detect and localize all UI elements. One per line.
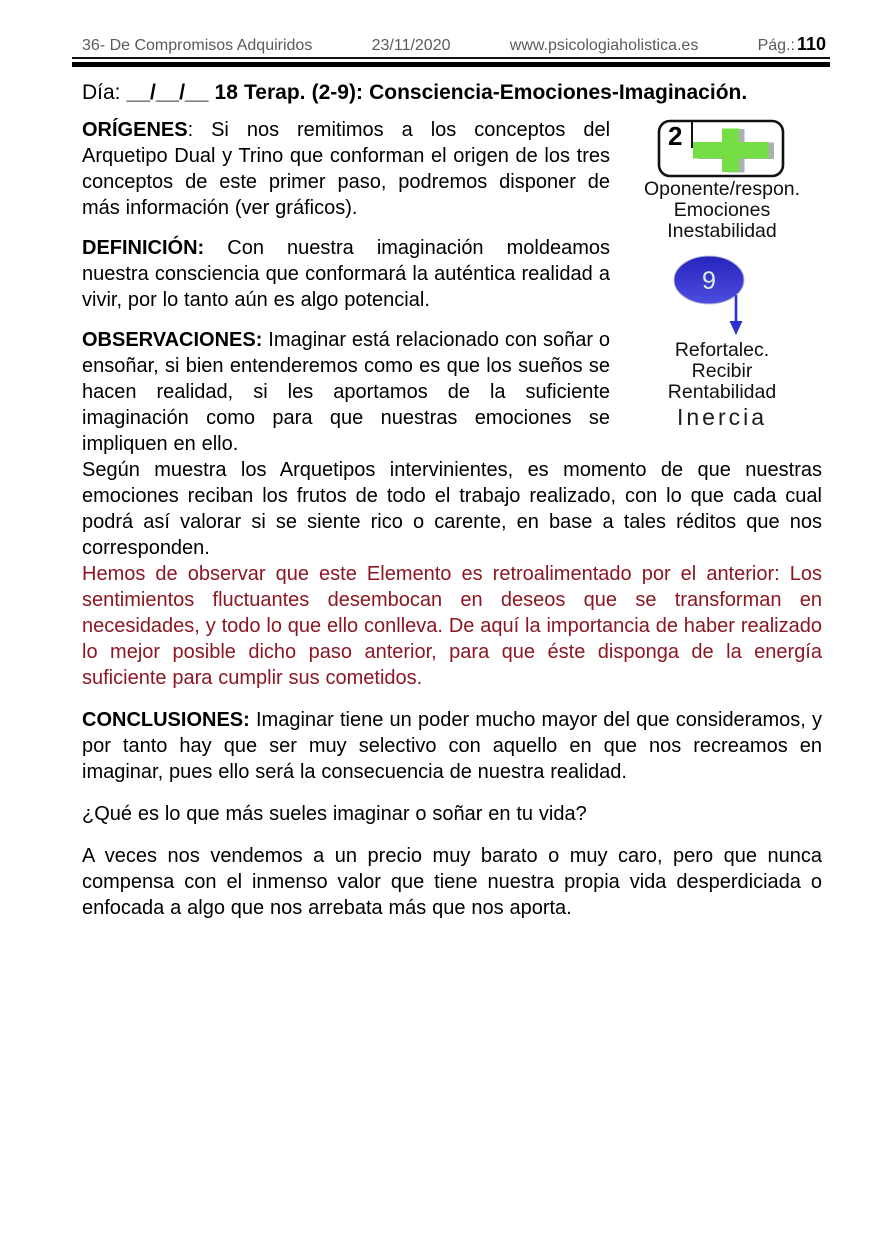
section-definicion-text: Con nuestra imaginación moldeamos nuestra consciencia que conformará la auténtica realidad a vivir, por lo tanto aún es algo potencial. xyxy=(82,237,611,311)
highlighted-note: Hemos de observar que este Elemento es retroalimentado por el anterior: Los sentimientos fluctuantes desembocan en deseos que se transforman en necesidades, y todo lo que ello conlleva. De aquí la importancia de haber realizado lo mejor posible dicho paso anterior, para que éste disponga de la energía suficiente para cumplir sus cometidos. xyxy=(82,563,822,689)
figure1-label: Oponente/respon. xyxy=(643,178,801,200)
header-page xyxy=(758,34,826,55)
figure2-number: 9 xyxy=(702,267,716,295)
day-title xyxy=(82,79,822,107)
header-page-number: 110 xyxy=(796,34,826,54)
figure2-label: Rentabilidad xyxy=(667,381,777,403)
section-conclusiones xyxy=(82,707,822,785)
section-origenes-sep: : xyxy=(187,119,212,141)
header-page-label: Pág.: xyxy=(757,37,795,54)
section-observaciones-label: OBSERVACIONES: xyxy=(82,329,263,351)
day-blanks: __/__/__ xyxy=(126,81,209,104)
section-conclusiones-text: Imaginar tiene un poder mucho mayor del que consideramos, y por tanto hay que ser muy selectivo con aquello en que nos recreamos en imaginar, pues ello será la consecuencia de nuestra realidad. xyxy=(82,709,822,783)
section-origenes-text: Si nos remitimos a los conceptos del Arquetipo Dual y Trino que conforman el origen de los tres conceptos de este primer paso, podremos disponer de más información (ver gráficos). xyxy=(82,119,611,219)
figure1-label: Emociones xyxy=(673,199,771,221)
section-definicion-label: DEFINICIÓN: xyxy=(82,237,205,259)
figure2-label: Recibir xyxy=(691,360,753,382)
green-plus-icon xyxy=(657,119,787,179)
section-origenes-label: ORÍGENES xyxy=(82,119,188,141)
session-title: 18 Terap. (2-9): Consciencia-Emociones-Imaginación. xyxy=(208,81,748,104)
header-website: www.psicologiaholistica.es xyxy=(509,37,699,54)
arrow-head xyxy=(730,321,743,335)
observaciones-continuation: Según muestra los Arquetipos intervinientes, es momento de que nuestras emociones reciban los frutos de todo el trabajo realizado, con lo que cada cual podrá así valorar si se siente rico o carente, en base a tales réditos que nos corresponden. xyxy=(82,459,822,559)
figure1-number: 2 xyxy=(668,121,683,151)
section-definicion-sep xyxy=(204,237,227,259)
figure2-emphasis-label: Inercia xyxy=(676,404,768,430)
page-header xyxy=(72,34,830,59)
header-doc-title: 36- De Compromisos Adquiridos xyxy=(82,37,313,54)
figure1-label: Inestabilidad xyxy=(667,220,777,242)
page-content xyxy=(82,79,822,921)
section-observaciones-text: Imaginar está relacionado con soñar o ensoñar, si bien entenderemos como es que los sueños se hacen realidad, si les aportamos de la suficiente imaginación como para que nuestras emociones se impliquen en ello. xyxy=(82,329,610,455)
header-rule xyxy=(72,62,830,67)
day-label: Día: xyxy=(82,81,127,104)
header-date: 23/11/2020 xyxy=(371,37,451,54)
section-conclusiones-label: CONCLUSIONES: xyxy=(82,709,250,731)
figure2-label: Refortalec. xyxy=(674,339,770,361)
blue-ellipse-arrow-down-icon xyxy=(647,252,797,340)
figure1-labels xyxy=(622,179,822,242)
closing-paragraph: A veces nos vendemos a un precio muy barato o muy caro, pero que nunca compensa con el inmenso valor que tiene nuestra propia vida desperdiciada o enfocada a algo que nos arrebata más que nos aporta. xyxy=(82,845,822,919)
figure2-labels xyxy=(622,340,822,431)
reflection-question: ¿Qué es lo que más sueles imaginar o soñar en tu vida? xyxy=(82,803,587,825)
archetype-figures xyxy=(622,119,822,431)
